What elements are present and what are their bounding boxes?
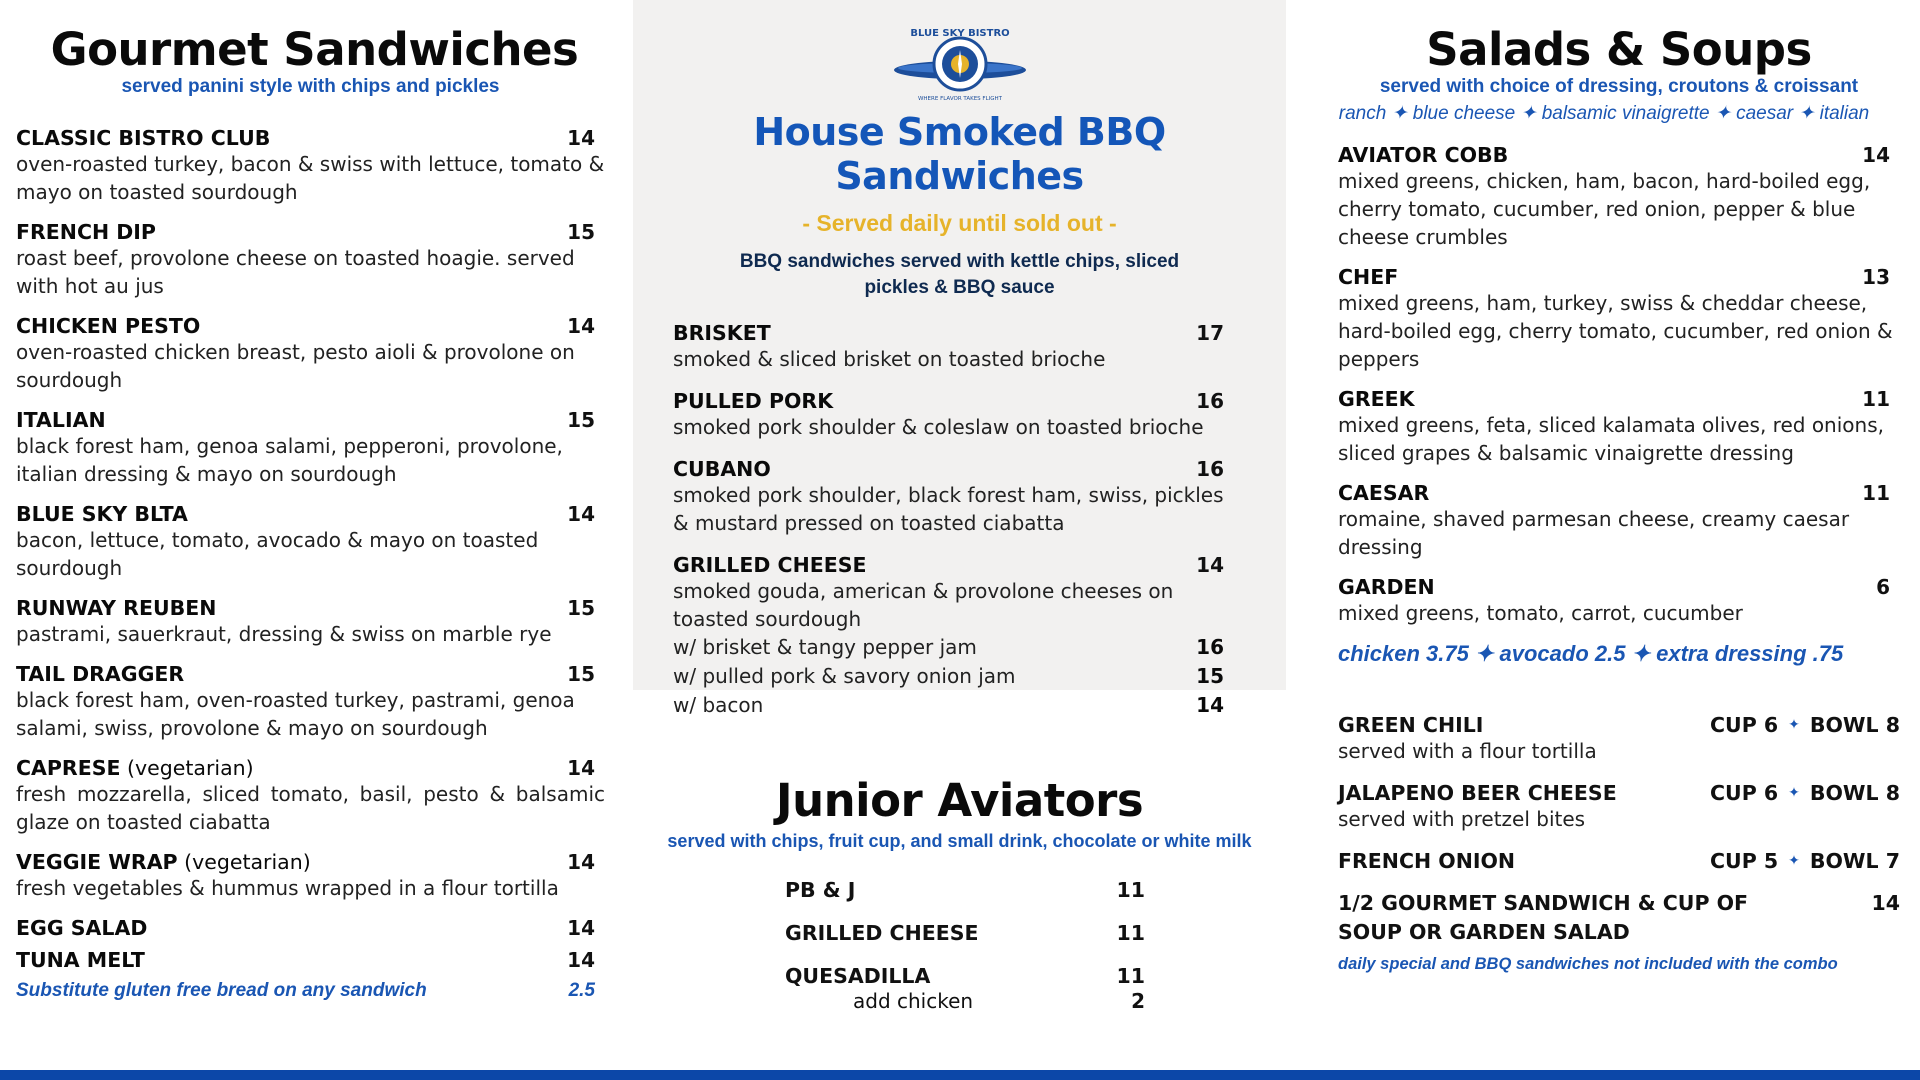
salad-item-list	[1338, 143, 1900, 627]
menu-item-price: 15	[567, 662, 595, 686]
soup-description: served with pretzel bites	[1338, 807, 1586, 831]
gluten-free-note-text: Substitute gluten free bread on any sandwich	[16, 980, 427, 1001]
soup-cup-price: CUP 6	[1710, 713, 1779, 737]
menu-item-name-text: CLASSIC BISTRO CLUB	[16, 126, 271, 150]
menu-item-name-text: FRENCH DIP	[16, 220, 156, 244]
bbq-subtitle: BBQ sandwiches served with kettle chips, sliced pickles & BBQ sauce	[739, 251, 1180, 298]
salad-addons: chicken 3.75 ✦ avocado 2.5 ✦ extra dressing .75	[1338, 641, 1844, 666]
menu-item-price: 14	[567, 126, 595, 150]
menu-item-name-text: GRILLED CHEESE	[673, 553, 867, 577]
soup-description: served with a flour tortilla	[1338, 739, 1597, 763]
junior-item-name: PB & J	[785, 878, 856, 902]
junior-subtitle: served with chips, fruit cup, and small drink, chocolate or white milk	[667, 831, 1252, 851]
menu-item-description: pastrami, sauerkraut, dressing & swiss on marble rye	[16, 622, 552, 646]
soup-name: GREEN CHILI	[1338, 713, 1484, 737]
menu-item-header	[673, 321, 1234, 345]
soup-name: JALAPENO BEER CHEESE	[1338, 781, 1617, 805]
junior-title: Junior Aviators	[775, 774, 1144, 827]
salads-subtitle: served with choice of dressing, croutons & croissant	[1379, 76, 1859, 97]
menu-item	[16, 408, 605, 488]
menu-item-header	[673, 457, 1234, 481]
gluten-free-note	[16, 980, 605, 1002]
junior-item	[785, 962, 1145, 991]
menu-item	[673, 389, 1234, 441]
menu-item-description: smoked gouda, american & provolone cheeses on toasted sourdough	[673, 579, 1174, 631]
menu-item-description: mixed greens, feta, sliced kalamata olives, red onions, sliced grapes & balsamic vinaigrette dressing	[1338, 413, 1884, 465]
soup-bowl-price: BOWL 8	[1809, 713, 1900, 737]
menu-item-header	[673, 553, 1234, 577]
soup-item	[1338, 781, 1900, 833]
bottom-bar	[0, 1070, 1920, 1080]
menu-item-price: 16	[1196, 457, 1224, 481]
menu-item-name-text: BLUE SKY BLTA	[16, 502, 188, 526]
menu-item-name-text: CAPRESE	[16, 756, 121, 780]
vegetarian-label: (vegetarian)	[120, 756, 254, 780]
menu-item-price: 14	[1196, 553, 1224, 577]
menu-item-name-text: BRISKET	[673, 321, 771, 345]
menu-item-name	[1338, 143, 1508, 167]
soup-sizes	[1710, 849, 1900, 873]
menu-item-name-text: ITALIAN	[16, 408, 106, 432]
menu-item-price: 14	[567, 314, 595, 338]
menu-item	[1338, 265, 1900, 373]
menu-item-name	[673, 389, 833, 413]
soup-sizes	[1710, 713, 1900, 737]
combo-note: daily special and BBQ sandwiches not included with the combo	[1338, 955, 1838, 973]
grilled-cheese-option	[673, 662, 1234, 691]
menu-item-header	[16, 916, 605, 940]
soup-name: FRENCH ONION	[1338, 849, 1516, 873]
junior-item-price: 11	[1116, 964, 1145, 988]
gourmet-sandwiches-section	[0, 0, 633, 1070]
menu-item-header	[16, 408, 605, 432]
menu-item-price: 15	[567, 220, 595, 244]
junior-item	[785, 876, 1145, 905]
option-label: w/ bacon	[673, 693, 764, 717]
menu-item	[16, 502, 605, 582]
menu-item-price: 17	[1196, 321, 1224, 345]
gourmet-subtitle: served panini style with chips and pickles	[121, 76, 500, 97]
grilled-cheese-option	[673, 633, 1234, 662]
menu-item-name	[16, 314, 200, 338]
menu-item	[1338, 481, 1900, 561]
menu-item-description: smoked pork shoulder, black forest ham, swiss, pickles & mustard pressed on toasted ciabatta	[673, 483, 1224, 535]
menu-item-name-text: CHICKEN PESTO	[16, 314, 201, 338]
soup-bowl-price: BOWL 8	[1809, 781, 1900, 805]
menu-item-description: fresh vegetables & hummus wrapped in a flour tortilla	[16, 876, 559, 900]
junior-item-list	[785, 876, 1145, 1013]
menu-item-header	[16, 662, 605, 686]
junior-item-name: QUESADILLA	[785, 964, 931, 988]
menu-item-header	[1338, 143, 1900, 167]
menu-item-description: mixed greens, chicken, ham, bacon, hard-boiled egg, cherry tomato, cucumber, red onion, pepper & blue cheese crumbles	[1338, 169, 1871, 249]
menu-item-name	[16, 220, 156, 244]
combo-price: 14	[1871, 891, 1900, 915]
menu-item-price: 15	[567, 596, 595, 620]
menu-item	[16, 314, 605, 394]
menu-item	[673, 553, 1234, 633]
separator-dot-icon: ✦	[1788, 785, 1800, 801]
option-price: 15	[1196, 664, 1224, 688]
menu-item-header	[16, 126, 605, 150]
grilled-cheese-option	[673, 691, 1234, 720]
menu-item-price: 15	[567, 408, 595, 432]
menu-item	[16, 756, 605, 836]
separator-dot-icon: ✦	[1788, 853, 1800, 869]
soup-header	[1338, 713, 1900, 737]
menu-item-price: 13	[1862, 265, 1890, 289]
menu-item-name-text: EGG SALAD	[16, 916, 148, 940]
menu-item-name	[673, 553, 867, 577]
menu-item-description: smoked & sliced brisket on toasted brioche	[673, 347, 1106, 371]
menu-item-name-text: CUBANO	[673, 457, 771, 481]
option-label: w/ brisket & tangy pepper jam	[673, 635, 977, 659]
menu-item-name-text: TUNA MELT	[16, 948, 145, 972]
soup-cup-price: CUP 5	[1710, 849, 1779, 873]
menu-item	[16, 916, 605, 940]
menu-item-description: mixed greens, tomato, carrot, cucumber	[1338, 601, 1743, 625]
menu-item-header	[16, 502, 605, 526]
menu-item	[16, 596, 605, 648]
menu-item-name	[1338, 387, 1415, 411]
menu-item-name	[16, 948, 145, 972]
menu-item-price: 14	[567, 948, 595, 972]
menu-item-name-text: GARDEN	[1338, 575, 1435, 599]
menu-item-description: roast beef, provolone cheese on toasted hoagie. served with hot au jus	[16, 246, 575, 298]
menu-item-price: 14	[1862, 143, 1890, 167]
soup-sizes	[1710, 781, 1900, 805]
menu-item-description: oven-roasted turkey, bacon & swiss with lettuce, tomato & mayo on toasted sourdough	[16, 152, 605, 204]
logo-text: BLUE SKY BISTRO	[909, 28, 1010, 39]
menu-item	[16, 662, 605, 742]
menu-item-description: smoked pork shoulder & coleslaw on toasted brioche	[673, 415, 1204, 439]
menu-item-name	[1338, 265, 1398, 289]
option-label: w/ pulled pork & savory onion jam	[673, 664, 1016, 688]
menu-item-name	[16, 408, 106, 432]
menu-item-name-text: RUNWAY REUBEN	[16, 596, 217, 620]
vegetarian-label: (vegetarian)	[177, 850, 311, 874]
menu-item-name-text: PULLED PORK	[673, 389, 834, 413]
soup-header	[1338, 849, 1900, 873]
menu-item	[16, 220, 605, 300]
menu-item	[1338, 575, 1900, 627]
menu-item-name	[16, 916, 147, 940]
menu-item-header	[16, 850, 605, 874]
menu-item-name	[1338, 481, 1429, 505]
menu-item-name	[16, 502, 188, 526]
menu-item	[673, 321, 1234, 373]
menu-item-price: 11	[1862, 387, 1890, 411]
menu-item-price: 14	[567, 756, 595, 780]
menu-item	[1338, 143, 1900, 251]
soup-item-list	[1338, 713, 1900, 873]
menu-item-price: 14	[567, 916, 595, 940]
combo-label: 1/2 GOURMET SANDWICH & CUP OF SOUP OR GARDEN SALAD	[1338, 891, 1749, 944]
menu-item-name	[16, 756, 254, 780]
menu-item-description: oven-roasted chicken breast, pesto aioli & provolone on sourdough	[16, 340, 575, 392]
middle-column	[633, 0, 1286, 1070]
menu-item-name	[673, 457, 771, 481]
menu-item-name-text: CAESAR	[1338, 481, 1430, 505]
soup-item	[1338, 849, 1900, 873]
option-price: 14	[1196, 693, 1224, 717]
menu-item	[1338, 387, 1900, 467]
menu-item-name	[673, 321, 771, 345]
menu-item-header	[1338, 481, 1900, 505]
menu-item-name-text: VEGGIE WRAP	[16, 850, 178, 874]
soup-bowl-price: BOWL 7	[1809, 849, 1900, 873]
bbq-panel	[633, 0, 1286, 717]
blue-sky-bistro-logo	[890, 14, 1030, 106]
combo-offer	[1338, 889, 1900, 947]
menu-item-header	[1338, 387, 1900, 411]
bbq-item-list	[673, 321, 1246, 720]
add-chicken-option	[785, 989, 1145, 1013]
menu-item-header	[16, 314, 605, 338]
junior-item-price: 11	[1116, 878, 1145, 902]
menu-item-name	[16, 662, 184, 686]
logo-tagline: WHERE FLAVOR TAKES FLIGHT	[917, 96, 1002, 102]
menu-item-name	[1338, 575, 1435, 599]
menu-item-name	[16, 126, 270, 150]
junior-aviators-section	[633, 774, 1286, 1013]
separator-dot-icon: ✦	[1788, 717, 1800, 733]
menu-item	[16, 126, 605, 206]
junior-item-name: GRILLED CHEESE	[785, 921, 979, 945]
menu-item-price: 11	[1862, 481, 1890, 505]
menu-item-name	[16, 596, 216, 620]
junior-item	[785, 919, 1145, 948]
menu-item-header	[16, 596, 605, 620]
menu-item-header	[1338, 265, 1900, 289]
add-chicken-label: add chicken	[853, 989, 974, 1013]
soup-item	[1338, 713, 1900, 765]
menu-item-header	[16, 756, 605, 780]
dressing-options: ranch ✦ blue cheese ✦ balsamic vinaigrette ✦ caesar ✦ italian	[1338, 103, 1870, 124]
menu-item-price: 6	[1876, 575, 1890, 599]
bbq-served-note: - Served daily until sold out -	[802, 210, 1117, 236]
menu-item	[16, 948, 605, 972]
menu-item-price: 14	[567, 850, 595, 874]
menu-item-name-text: AVIATOR COBB	[1338, 143, 1509, 167]
menu-item-header	[16, 220, 605, 244]
menu-item	[673, 457, 1234, 537]
menu-item-header	[1338, 575, 1900, 599]
salads-soups-section	[1286, 0, 1920, 1070]
soup-cup-price: CUP 6	[1710, 781, 1779, 805]
menu-item-header	[16, 948, 605, 972]
menu-item-price: 14	[567, 502, 595, 526]
gourmet-item-list	[16, 126, 605, 972]
menu-item-name-text: GREEK	[1338, 387, 1415, 411]
salads-title: Salads & Soups	[1426, 23, 1812, 76]
menu-item-description: romaine, shaved parmesan cheese, creamy caesar dressing	[1338, 507, 1850, 559]
junior-item-price: 11	[1116, 921, 1145, 945]
menu-item-description: fresh mozzarella, sliced tomato, basil, pesto & balsamic glaze on toasted ciabatta	[16, 782, 605, 834]
menu-item-description: bacon, lettuce, tomato, avocado & mayo on toasted sourdough	[16, 528, 539, 580]
add-chicken-price: 2	[1131, 989, 1145, 1013]
menu-item-name-text: TAIL DRAGGER	[16, 662, 185, 686]
grilled-cheese-options	[673, 633, 1234, 720]
menu-item-name-text: CHEF	[1338, 265, 1399, 289]
menu-item-description: mixed greens, ham, turkey, swiss & cheddar cheese, hard-boiled egg, cherry tomato, cucumber, red onion & peppers	[1338, 291, 1893, 371]
gourmet-title: Gourmet Sandwiches	[50, 23, 579, 76]
option-price: 16	[1196, 635, 1224, 659]
soup-header	[1338, 781, 1900, 805]
menu-item-name	[16, 850, 311, 874]
menu-item-description: black forest ham, genoa salami, pepperoni, provolone, italian dressing & mayo on sourdough	[16, 434, 563, 486]
bbq-title: House Smoked BBQ Sandwiches	[753, 110, 1166, 198]
menu-item	[16, 850, 605, 902]
gluten-free-note-price: 2.5	[568, 980, 595, 1001]
menu-item-description: black forest ham, oven-roasted turkey, pastrami, genoa salami, swiss, provolone & mayo on sourdough	[16, 688, 575, 740]
menu-item-price: 16	[1196, 389, 1224, 413]
menu-item-header	[673, 389, 1234, 413]
